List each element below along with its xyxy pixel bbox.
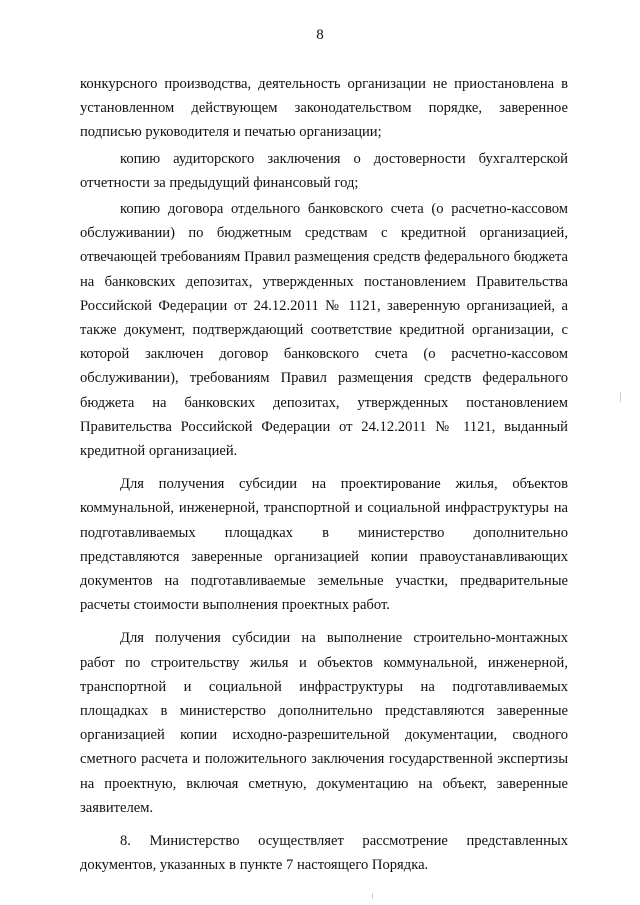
page-number: 8	[316, 27, 324, 43]
paragraph-construction-subsidy: Для получения субсидии на выполнение строительно-монтажных работ по строительству жилья и объектов коммунальной, инженерной, транспортной и социальной инфраструктуры на подготавливаемых площадках в министерство дополнительно представляются заверенные организацией копии исходно-разрешительной документации, сводного сметного расчета и положительного заключения государственной экспертизы на проектную, включая сметную, документацию на объект, заверенные заявителем.	[80, 630, 568, 816]
paragraph-bank-account-contract: копию договора отдельного банковского счета (о расчетно-кассовом обслуживании) по бюджетным средствам с кредитной организацией, отвечающей требованиям Правил размещения средств федерального бюджета на банковских депозитах, утвержденных постановлением Правительства Российской Федерации от 24.12.2011 № 1121, заверенную организацией, а также документ, подтверждающий соответствие кредитной организации, с которой заключен договор банковского счета (о расчетно-кассовом обслуживании), требованиям Правил размещения средств федерального бюджета на банковских депозитах, утвержденных постановлением Правительства Российской Федерации от 24.12.2011 № 1121, выданный кредитной организацией.	[80, 201, 568, 460]
paragraph-ministry-review: 8. Министерство осуществляет рассмотрение представленных документов, указанных в пункте 7 настоящего Порядка.	[80, 833, 568, 874]
paragraph-design-subsidy: Для получения субсидии на проектирование жилья, объектов коммунальной, инженерной, транспортной и социальной инфраструктуры на подготавливаемых площадках в министерство дополнительно представляются заверенные организацией копии правоустанавливающих документов на подготавливаемые земельные участки, предварительные расчеты стоимости выполнения проектных работ.	[80, 476, 568, 614]
paragraph-contest-production: конкурсного производства, деятельность организации не приостановлена в установленном действующем законодательством порядке, заверенное подписью руководителя и печатью организации;	[80, 76, 568, 141]
scan-speck-2	[372, 893, 373, 899]
document-body	[80, 72, 568, 878]
paragraph-audit-report: копию аудиторского заключения о достоверности бухгалтерской отчетности за предыдущий финансовый год;	[80, 150, 568, 191]
scan-speck-1	[620, 392, 621, 402]
